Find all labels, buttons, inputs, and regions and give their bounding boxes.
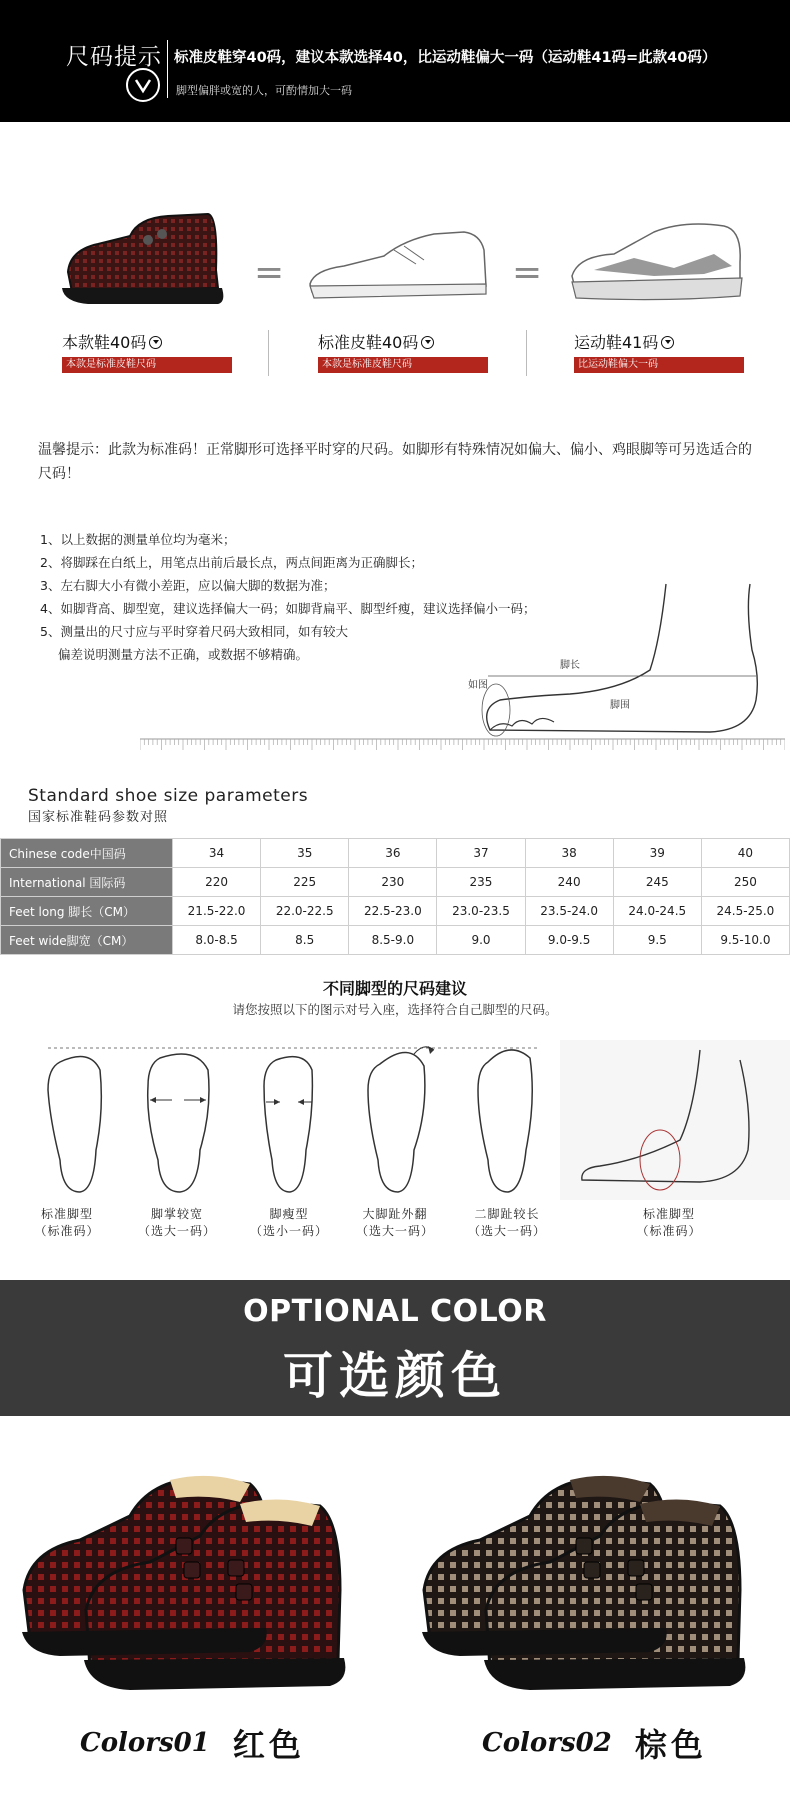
foot-length-label: 脚长	[560, 660, 580, 671]
color-code: Colors02	[482, 1728, 612, 1758]
chevron-down-icon	[661, 336, 674, 349]
color-name: 棕色	[634, 1726, 707, 1764]
brown-shoes-photo	[400, 1440, 790, 1710]
table-cell: 21.5-22.0	[173, 897, 261, 926]
comparison-note: 本款是标准皮鞋尺码	[318, 357, 488, 373]
optional-color-banner	[0, 1280, 790, 1416]
table-cell: 8.5-9.0	[349, 926, 437, 955]
foot-outline-thin	[264, 1057, 312, 1192]
table-cell: 34	[173, 839, 261, 868]
header-divider	[167, 40, 168, 98]
table-cell: 235	[437, 868, 525, 897]
foot-type-label	[452, 1206, 562, 1240]
foot-measure-diagram	[460, 580, 770, 750]
table-cell: 8.5	[261, 926, 349, 955]
foot-type-label	[12, 1206, 122, 1240]
foot-outline-standard	[48, 1057, 101, 1192]
size-comparison	[0, 190, 790, 380]
comparison-label: 标准皮鞋40码	[318, 333, 419, 352]
size-tip-text: 温馨提示：此款为标准码！正常脚形可选择平时穿的尺码。如脚形有特殊情况如偏大、偏小、鸡眼脚等可另选适合的尺码！	[38, 442, 752, 482]
foot-type-name: 脚瘦型	[269, 1207, 309, 1221]
foot-type-label	[234, 1206, 344, 1240]
ruler	[140, 738, 785, 752]
foot-type-label	[614, 1206, 724, 1240]
foot-type-name: 大脚趾外翻	[362, 1207, 428, 1221]
table-cell: 250	[701, 868, 789, 897]
foot-types-subtitle: 请您按照以下的图示对号入座，选择符合自己脚型的尺码。	[232, 1002, 558, 1017]
chevron-down-icon	[149, 336, 162, 349]
foot-type-label	[122, 1206, 232, 1240]
table-cell: 22.5-23.0	[349, 897, 437, 926]
table-cell: 8.0-8.5	[173, 926, 261, 955]
divider	[268, 330, 269, 376]
row-header: Chinese code中国码	[1, 839, 173, 868]
comparison-dress-shoe	[318, 330, 508, 373]
size-tip-title: 尺码提示	[66, 44, 162, 70]
step-1: 1、以上数据的测量单位均为毫米；	[40, 532, 236, 547]
row-header: International 国际码	[1, 868, 173, 897]
table-cell: 9.5-10.0	[701, 926, 789, 955]
foot-type-name: 标准脚型	[642, 1207, 695, 1221]
foot-type-name: 脚掌较宽	[150, 1207, 203, 1221]
size-tip-header	[0, 0, 790, 122]
foot-outline-long-second-toe	[478, 1050, 532, 1192]
chevron-down-icon	[126, 68, 160, 102]
red-shoes-photo	[0, 1440, 390, 1710]
step-4: 4、如脚背高、脚型宽，建议选择偏大一码；如脚背扁平、脚型纤瘦，建议选择偏小一码；	[40, 601, 536, 616]
comparison-note: 比运动鞋偏大一码	[574, 357, 744, 373]
foot-type-advice: （选大一码）	[137, 1224, 216, 1238]
table-cell: 35	[261, 839, 349, 868]
equals-sign-2: =	[512, 252, 543, 293]
table-cell: 240	[525, 868, 613, 897]
table-row	[1, 868, 790, 897]
table-cell: 24.0-24.5	[613, 897, 701, 926]
table-cell: 9.0	[437, 926, 525, 955]
foot-type-advice: （选大一码）	[467, 1224, 546, 1238]
comparison-this-shoe	[62, 330, 252, 373]
color-code: Colors01	[80, 1728, 210, 1758]
foot-type-label	[340, 1206, 450, 1240]
foot-outline-wide	[148, 1054, 209, 1192]
table-cell: 23.0-23.5	[437, 897, 525, 926]
sneaker-image	[564, 218, 754, 310]
step-3: 3、左右脚大小有微小差距，应以偏大脚的数据为准；	[40, 578, 336, 593]
table-cell: 24.5-25.0	[701, 897, 789, 926]
dress-shoe-image	[304, 220, 494, 310]
table-cell: 36	[349, 839, 437, 868]
row-header: Feet wide脚宽（CM）	[1, 926, 173, 955]
banner-title-cn: 可选颜色	[283, 1347, 507, 1405]
step-2: 2、将脚踩在白纸上，用笔点出前后最长点，两点间距离为正确脚长；	[40, 555, 423, 570]
foot-type-illustrations	[0, 1040, 790, 1200]
foot-type-advice: （选小一码）	[249, 1224, 328, 1238]
table-cell: 220	[173, 868, 261, 897]
table-cell: 23.5-24.0	[525, 897, 613, 926]
step-5-continued: 偏差说明测量方法不正确，或数据不够精确。	[58, 647, 309, 662]
foot-type-name: 二脚趾较长	[474, 1207, 540, 1221]
table-row	[1, 926, 790, 955]
foot-girth-label: 脚围	[610, 700, 630, 711]
table-cell: 230	[349, 868, 437, 897]
table-row	[1, 897, 790, 926]
foot-type-advice: （选大一码）	[355, 1224, 434, 1238]
foot-types-title: 不同脚型的尺码建议	[322, 979, 467, 998]
table-title-cn: 国家标准鞋码参数对照	[28, 810, 169, 825]
table-title-en: Standard shoe size parameters	[28, 786, 309, 806]
color-option-red	[80, 1720, 305, 1770]
comparison-sneaker	[574, 330, 764, 373]
size-sub-note: 脚型偏胖或宽的人，可酌情加大一码	[176, 84, 352, 97]
table-cell: 9.5	[613, 926, 701, 955]
table-cell: 245	[613, 868, 701, 897]
row-header: Feet long 脚长（CM）	[1, 897, 173, 926]
table-cell: 37	[437, 839, 525, 868]
table-cell: 39	[613, 839, 701, 868]
table-cell: 40	[701, 839, 789, 868]
foot-outline-bunion	[368, 1052, 425, 1192]
size-recommendation: 标准皮鞋穿40码，建议本款选择40，比运动鞋偏大一码（运动鞋41码=此款40码）	[174, 50, 717, 66]
table-row	[1, 839, 790, 868]
this-shoe-image	[58, 210, 248, 310]
comparison-label: 运动鞋41码	[574, 333, 659, 352]
comparison-label: 本款鞋40码	[62, 333, 147, 352]
foot-type-advice: （标准码）	[34, 1224, 100, 1238]
foot-type-advice: （标准码）	[636, 1224, 702, 1238]
foot-type-name: 标准脚型	[40, 1207, 93, 1221]
chevron-down-icon	[421, 336, 434, 349]
size-table	[0, 838, 790, 955]
as-shown-label: 如图	[468, 680, 488, 691]
table-cell: 225	[261, 868, 349, 897]
color-name: 红色	[232, 1726, 305, 1764]
divider	[526, 330, 527, 376]
color-option-brown	[482, 1720, 707, 1770]
step-5: 5、测量出的尺寸应与平时穿着尺码大致相同，如有较大	[40, 624, 348, 639]
banner-title-en: OPTIONAL COLOR	[243, 1294, 547, 1329]
table-cell: 38	[525, 839, 613, 868]
comparison-note: 本款是标准皮鞋尺码	[62, 357, 232, 373]
table-cell: 22.0-22.5	[261, 897, 349, 926]
table-cell: 9.0-9.5	[525, 926, 613, 955]
equals-sign-1: =	[254, 252, 285, 293]
